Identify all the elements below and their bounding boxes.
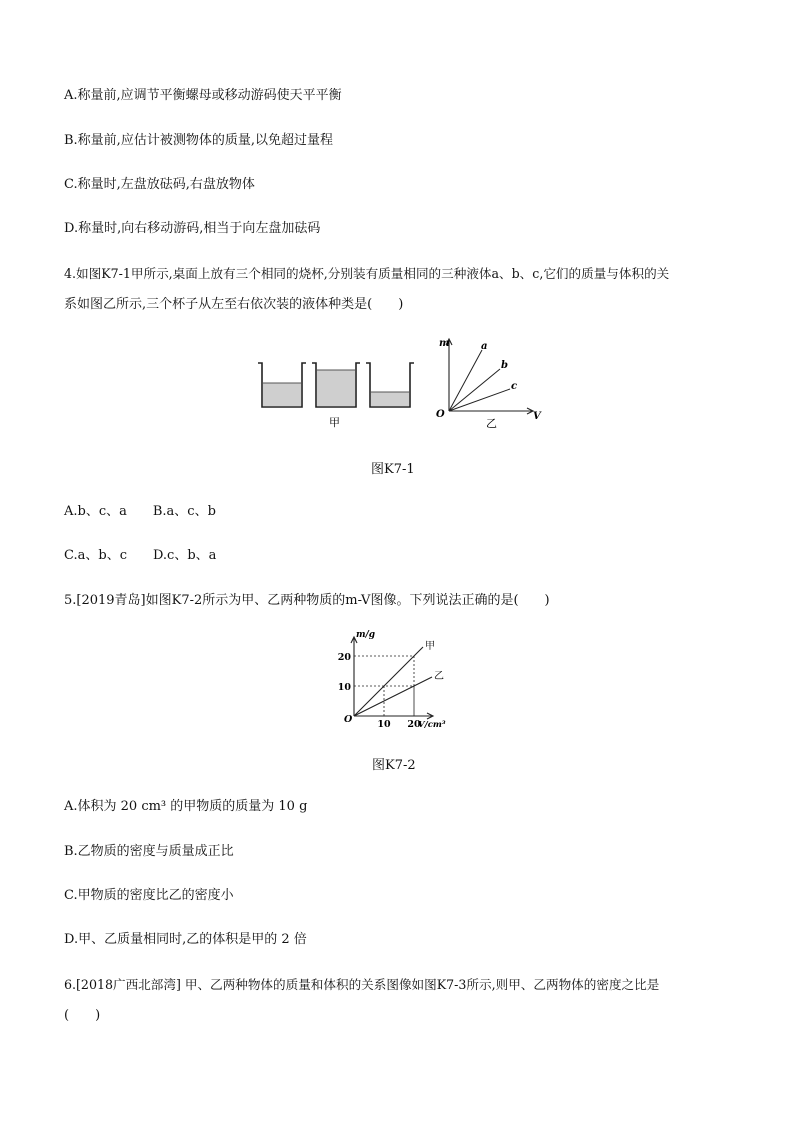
beaker-3 <box>366 363 414 407</box>
beaker-1 <box>258 363 306 407</box>
figure-label-yi: 乙 <box>486 417 497 430</box>
q4-stem-line2: 系如图乙所示,三个杯子从左至右依次装的液体种类是( ) <box>64 297 404 312</box>
q6-stem-line2: ( ) <box>64 1008 101 1023</box>
q3-option-d: D.称量时,向右移动游码,相当于向左盘加砝码 <box>64 221 321 236</box>
line-label-c: c <box>511 381 518 392</box>
graph-line-a <box>449 350 482 411</box>
series-line-jia <box>354 647 423 716</box>
graph-m-v <box>436 338 542 430</box>
line-label-b: b <box>501 360 508 371</box>
series-label-jia: 甲 <box>425 641 435 652</box>
series-line-yi <box>354 677 432 716</box>
figure-label-jia: 甲 <box>329 416 340 429</box>
x-tick-10: 10 <box>377 719 391 730</box>
y-tick-20: 20 <box>337 652 351 663</box>
q4-options-row1: A.b、c、a B.a、c、b <box>64 504 216 519</box>
origin-label: O <box>436 409 445 420</box>
q5-stem: 5.[2019青岛]如图K7-2所示为甲、乙两种物质的m-V图像。下列说法正确的是( ) <box>64 593 550 608</box>
q3-option-c: C.称量时,左盘放砝码,右盘放物体 <box>64 177 255 192</box>
beaker-2 <box>312 363 360 407</box>
graph-line-c <box>449 389 510 411</box>
q6-stem-line1: 6.[2018广西北部湾] 甲、乙两种物体的质量和体积的关系图像如图K7-3所示,则甲、乙两物体的密度之比是 <box>64 977 660 992</box>
q3-option-a: A.称量前,应调节平衡螺母或移动游码使天平平衡 <box>64 88 342 103</box>
q5-option-c: C.甲物质的密度比乙的密度小 <box>64 888 234 903</box>
q5-option-b: B.乙物质的密度与质量成正比 <box>64 844 234 859</box>
q5-option-a: A.体积为 20 cm³ 的甲物质的质量为 10 g <box>64 799 308 814</box>
x-axis-label: V <box>533 411 541 422</box>
series-label-yi: 乙 <box>434 671 444 682</box>
x-axis-label: V/cm³ <box>418 720 446 730</box>
figure-k7-1 <box>250 336 550 436</box>
q4-stem-line1: 4.如图K7-1甲所示,桌面上放有三个相同的烧杯,分别装有质量相同的三种液体a、b、c,它们的质量与体积的关 <box>64 266 670 281</box>
q5-option-d: D.甲、乙质量相同时,乙的体积是甲的 2 倍 <box>64 932 307 947</box>
q4-options-row2: C.a、b、c D.c、b、a <box>64 548 217 563</box>
line-label-a: a <box>481 341 488 352</box>
chart-k7-2 <box>334 628 464 732</box>
y-axis-label: m <box>439 338 450 349</box>
graph-line-b <box>449 369 500 411</box>
x-tick-20: 20 <box>407 719 421 730</box>
origin-label: O <box>344 714 353 725</box>
caption-k7-1: 图K7-1 <box>371 462 415 477</box>
y-tick-10: 10 <box>337 682 351 693</box>
caption-k7-2: 图K7-2 <box>372 758 416 773</box>
q3-option-b: B.称量前,应估计被测物体的质量,以免超过量程 <box>64 133 333 148</box>
y-axis-label: m/g <box>356 630 376 640</box>
